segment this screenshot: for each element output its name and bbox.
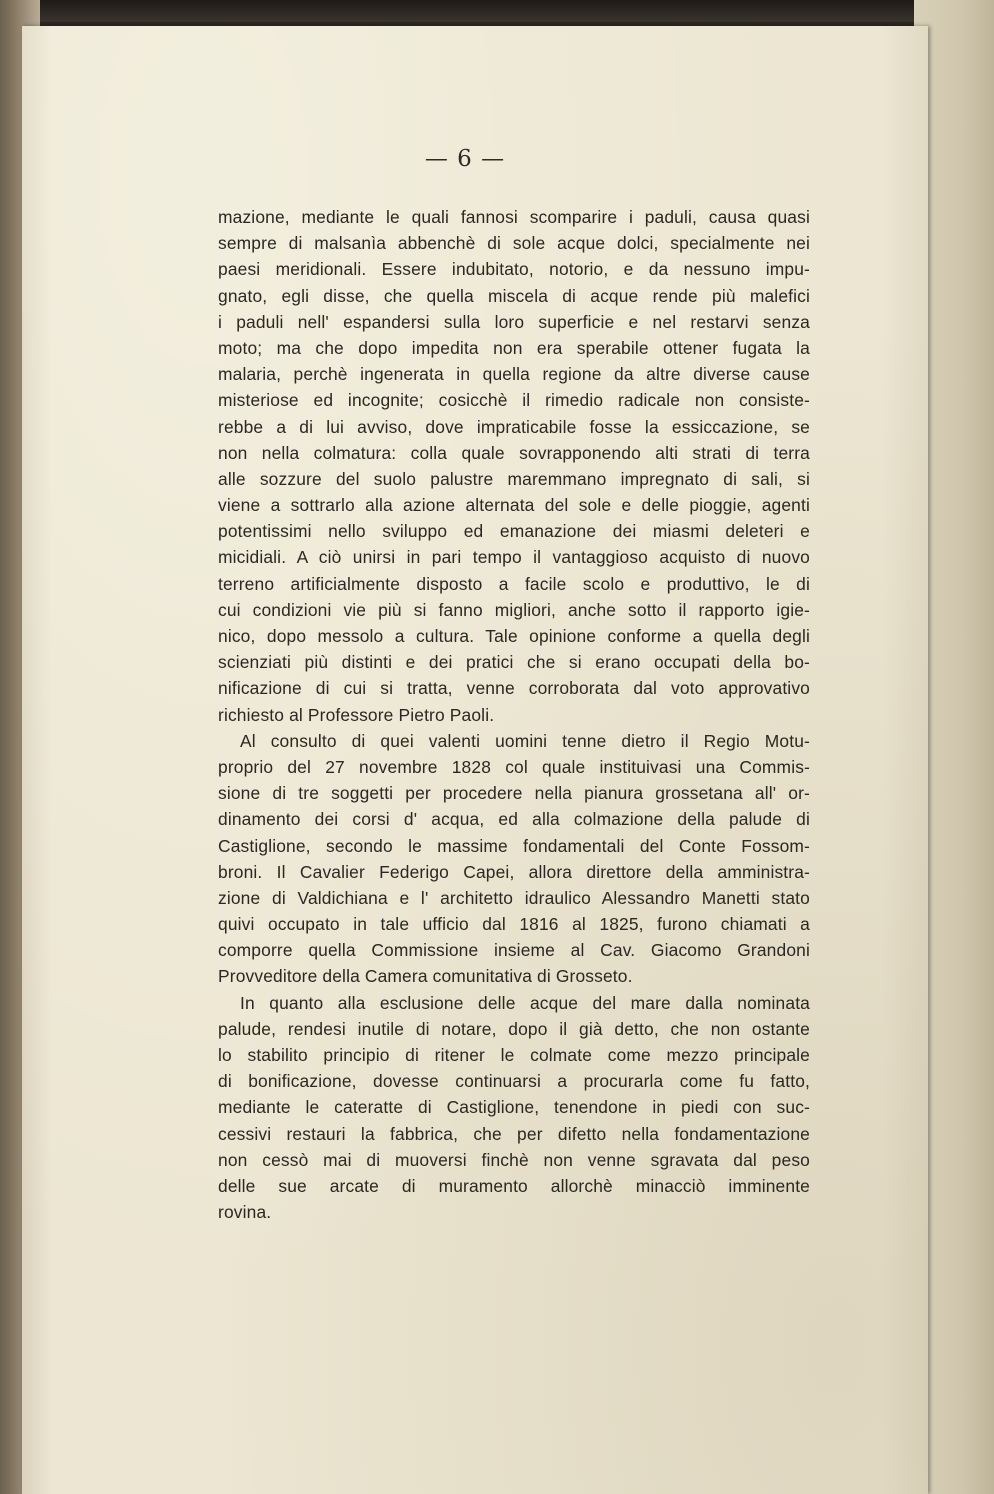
body-text xyxy=(218,204,810,1225)
text-line: In quanto alla esclusione delle acque del mare dalla nominata xyxy=(240,992,810,1013)
text-line: cui condizioni vie più si fanno migliori, anche sotto il rapporto igie- xyxy=(218,599,810,620)
text-line: palude, rendesi inutile di notare, dopo il già detto, che non ostante xyxy=(218,1018,810,1039)
text-line: quivi occupato in tale ufficio dal 1816 al 1825, furono chiamati a xyxy=(218,914,810,935)
text-line: moto; ma che dopo impedita non era sperabile ottener fugata la xyxy=(218,337,810,358)
text-line: cessivi restauri la fabbrica, che per difetto nella fondamentazione xyxy=(218,1123,810,1144)
text-line: zione di Valdichiana e l' architetto idraulico Alessandro Manetti stato xyxy=(218,887,810,908)
text-line: misteriose ed incognite; cosicchè il rimedio radicale non consiste- xyxy=(218,390,810,411)
text-line: sempre di malsanìa abbenchè di sole acque dolci, specialmente nei xyxy=(218,233,810,254)
text-line: micidiali. A ciò unirsi in pari tempo il vantaggioso acquisto di nuovo xyxy=(218,547,810,568)
text-line: potentissimi nello sviluppo ed emanazione dei miasmi deleteri e xyxy=(218,521,810,542)
paragraph xyxy=(218,204,810,728)
book-page xyxy=(22,26,928,1494)
binding-shadow-top xyxy=(0,0,994,22)
text-line: di bonificazione, dovesse continuarsi a procurarla come fu fatto, xyxy=(218,1071,810,1092)
text-line: lo stabilito principio di ritener le colmate come mezzo principale xyxy=(218,1045,810,1065)
text-line: nico, dopo messolo a cultura. Tale opinione conforme a quella degli xyxy=(218,626,810,646)
text-line: i paduli nell' espandersi sulla loro superficie e nel restarvi senza xyxy=(218,311,810,332)
text-line: dinamento dei corsi d' acqua, ed alla colmazione della palude di xyxy=(218,809,810,830)
paragraph xyxy=(218,728,810,990)
text-line: mazione, mediante le quali fannosi scomparire i paduli, causa quasi xyxy=(218,207,810,227)
text-line: broni. Il Cavalier Federigo Capei, allora direttore della amministra- xyxy=(218,861,810,882)
text-line: proprio del 27 novembre 1828 col quale instituivasi una Commis- xyxy=(218,756,810,777)
text-line: non cessò mai di muoversi finchè non venne sgravata dal peso xyxy=(218,1149,810,1170)
text-line: non nella colmatura: colla quale sovrapponendo alti strati di terra xyxy=(218,442,810,463)
text-line: rovina. xyxy=(218,1202,272,1223)
text-line: Provveditore della Camera comunitativa di Grosseto. xyxy=(218,966,633,987)
text-line: sione di tre soggetti per procedere nella pianura grossetana all' or- xyxy=(218,783,810,804)
text-line: comporre quella Commissione insieme al Cav. Giacomo Grandoni xyxy=(218,940,810,961)
text-line: malaria, perchè ingenerata in quella regione da altre diverse cause xyxy=(218,364,810,385)
page-number: — 6 — xyxy=(424,146,506,172)
text-line: viene a sottrarlo alla azione alternata del sole e delle pioggie, agenti xyxy=(218,495,810,516)
text-line: Castiglione, secondo le massime fondamentali del Conte Fossom- xyxy=(218,835,810,856)
text-line: alle sozzure del suolo palustre maremmano impregnato di sali, si xyxy=(218,468,810,489)
text-line: gnato, egli disse, che quella miscela di acque rende più malefici xyxy=(218,285,810,306)
text-line: nificazione di cui si tratta, venne corroborata dal voto approvativo xyxy=(218,678,810,699)
text-line: delle sue arcate di muramento allorchè minacciò imminente xyxy=(218,1175,810,1196)
text-line: scienziati più distinti e dei pratici che si erano occupati della bo- xyxy=(218,652,810,673)
text-line: richiesto al Professore Pietro Paoli. xyxy=(218,704,495,725)
text-line: paesi meridionali. Essere indubitato, notorio, e da nessuno impu- xyxy=(218,259,810,280)
text-line: Al consulto di quei valenti uomini tenne dietro il Regio Motu- xyxy=(240,730,810,751)
paragraph xyxy=(218,990,810,1226)
text-line: terreno artificialmente disposto a facile scolo e produttivo, le di xyxy=(218,573,810,594)
text-line: mediante le cateratte di Castiglione, tenendone in piedi con suc- xyxy=(218,1097,810,1118)
text-line: rebbe a di lui avviso, dove impraticabile fosse la essiccazione, se xyxy=(218,416,810,437)
